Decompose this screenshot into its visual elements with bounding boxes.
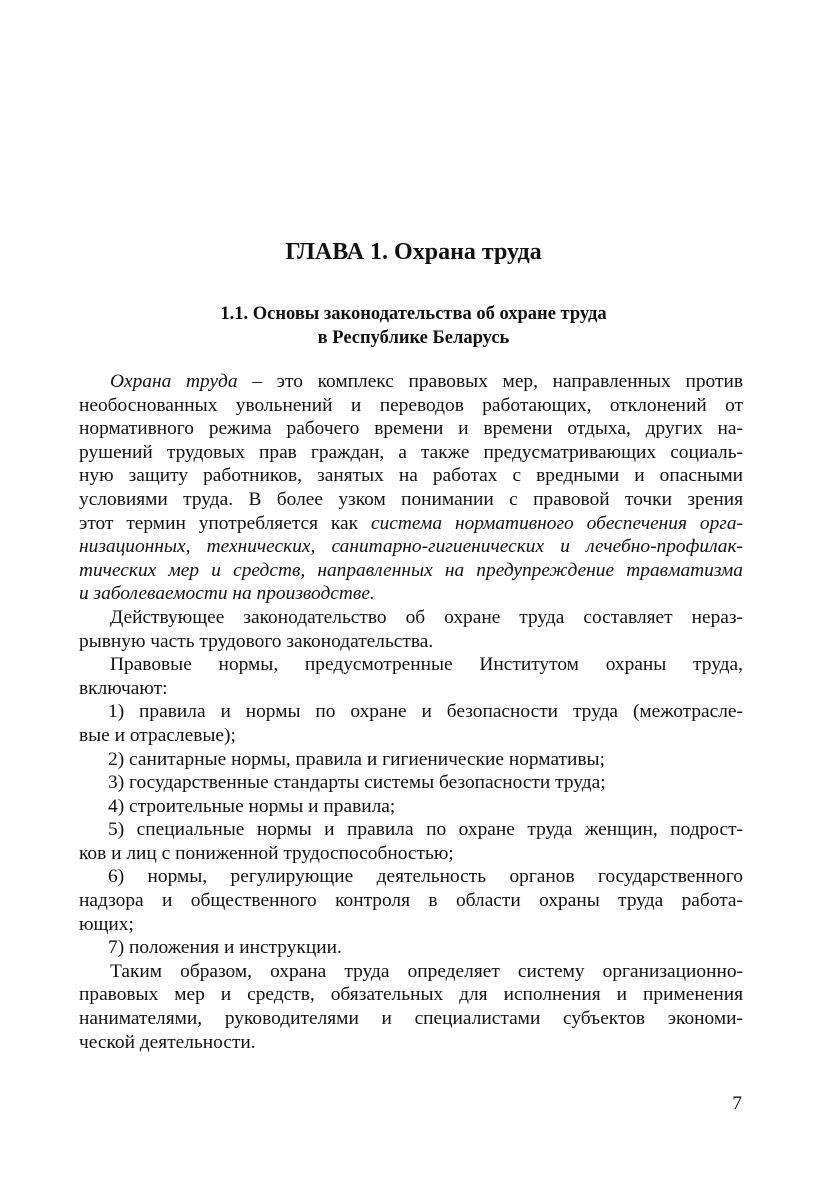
term-emphasis: Охрана труда bbox=[110, 371, 238, 392]
section-title bbox=[0, 302, 827, 350]
list-item-1: вые и отраслевые); bbox=[79, 724, 236, 746]
list-item-2: 2) санитарные нормы, правила и гигиенические нормативы; bbox=[108, 748, 605, 770]
definition-emphasis: система нормативного обеспечения орга- bbox=[370, 512, 743, 534]
paragraph-4-line: Таким образом, охрана труда определяет систему организационно- bbox=[110, 960, 743, 982]
section-title-line-2: в Республике Беларусь bbox=[317, 328, 510, 348]
page-number: 7 bbox=[732, 1093, 742, 1114]
paragraph-1-line: рушений трудовых прав граждан, а также предусматривающих социаль- bbox=[79, 441, 743, 463]
paragraph-1-line: и заболеваемости на производстве. bbox=[79, 583, 375, 605]
list-item-3: 3) государственные стандарты системы безопасности труда; bbox=[108, 772, 606, 794]
chapter-title: ГЛАВА 1. Охрана труда bbox=[285, 239, 542, 265]
paragraph-1-line: нормативного режима рабочего времени и времени отдыха, других на- bbox=[79, 418, 743, 440]
section-title-line-1: 1.1. Основы законодательства об охране труда bbox=[220, 304, 607, 324]
paragraph-4-line: нанимателями, руководителями и специалистами субъектов экономи- bbox=[79, 1008, 743, 1030]
list-item-5: ков и лиц с пониженной трудоспособностью; bbox=[79, 842, 454, 864]
paragraph-2-line: Действующее законодательство об охране труда составляет нераз- bbox=[110, 606, 743, 628]
paragraph-1-line: тических мер и средств, направленных на предупреждение травматизма bbox=[79, 559, 743, 581]
paragraph-1-line: Охрана труда – это комплекс правовых мер, направленных против bbox=[110, 371, 743, 392]
paragraph-3-line: включают: bbox=[79, 677, 168, 699]
body-text bbox=[79, 370, 743, 1054]
paragraph-1-line: необоснованных увольнений и переводов работающих, отклонений от bbox=[79, 394, 743, 416]
paragraph-1-line: этот термин употребляется как система нормативного обеспечения орга- bbox=[79, 512, 743, 534]
list-item-6: ющих; bbox=[79, 913, 134, 935]
list-item-7: 7) положения и инструкции. bbox=[108, 937, 342, 959]
paragraph-3-line: Правовые нормы, предусмотренные Институтом охраны труда, bbox=[110, 654, 743, 676]
list-item-4: 4) строительные нормы и правила; bbox=[108, 795, 396, 817]
paragraph-1-line: ную защиту работников, занятых на работах с вредными и опасными bbox=[79, 465, 743, 487]
list-item-6: надзора и общественного контроля в области охраны труда работа- bbox=[79, 890, 743, 912]
paragraph-4-line: правовых мер и средств, обязательных для исполнения и применения bbox=[79, 984, 743, 1006]
paragraph-4-line: ческой деятельности. bbox=[79, 1031, 256, 1053]
list-item-6: 6) нормы, регулирующие деятельность органов государственного bbox=[108, 866, 743, 888]
paragraph-1-line: условиями труда. В более узком понимании с правовой точки зрения bbox=[79, 488, 743, 510]
list-item-5: 5) специальные нормы и правила по охране труда женщин, подрост- bbox=[108, 819, 743, 841]
paragraph-1-line: низационных, технических, санитарно-гигиенических и лечебно-профилак- bbox=[79, 536, 743, 558]
list-item-1: 1) правила и нормы по охране и безопасности труда (межотрасле- bbox=[108, 701, 743, 723]
paragraph-2-line: рывную часть трудового законодательства. bbox=[79, 630, 434, 652]
